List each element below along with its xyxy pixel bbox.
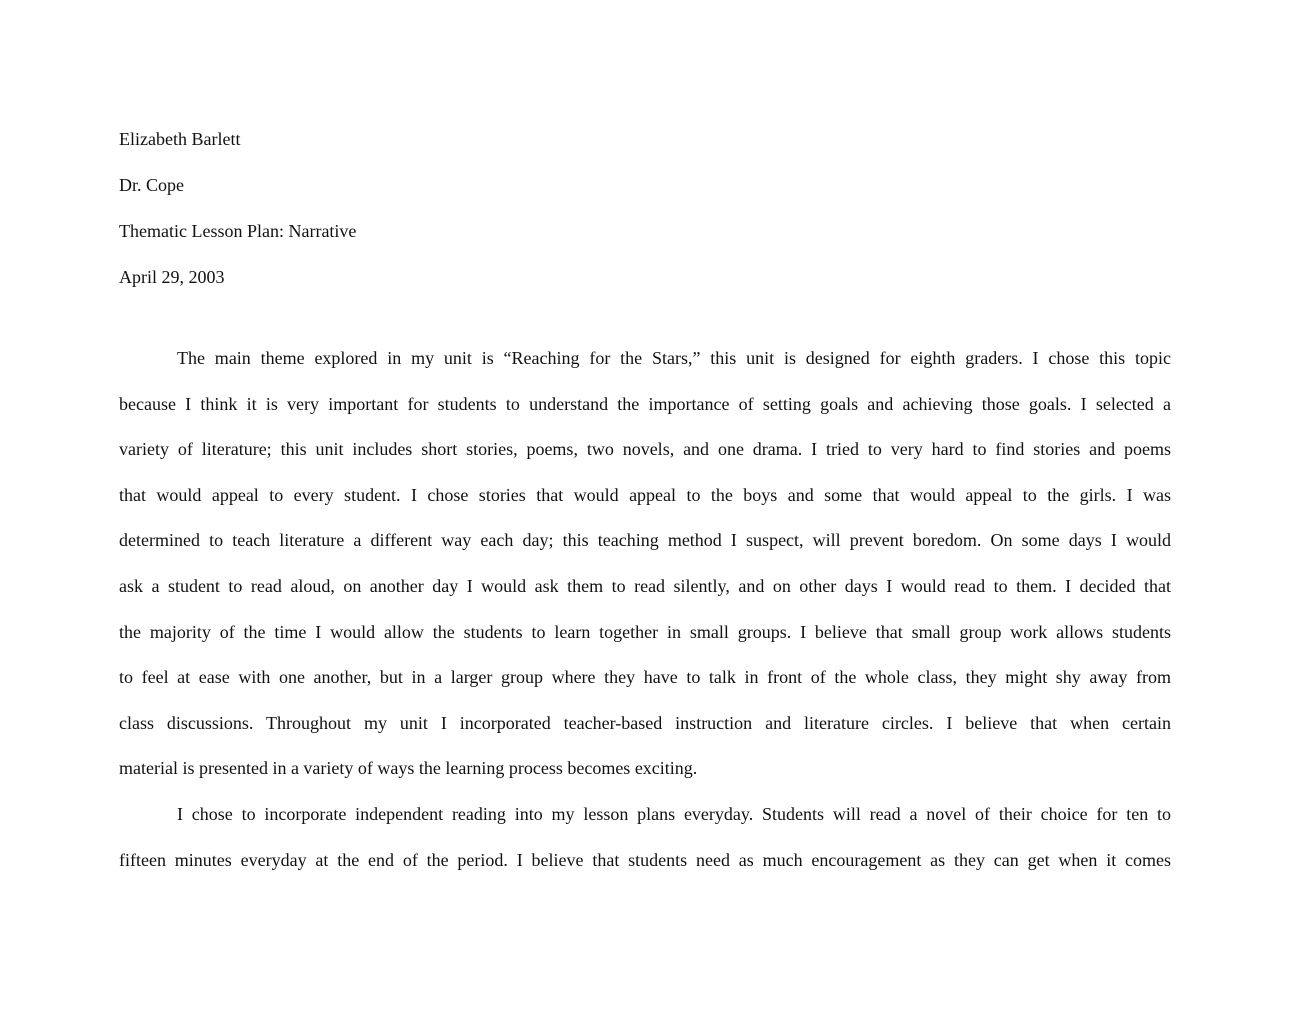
- document-heading: [119, 116, 919, 300]
- instructor-name: Dr. Cope: [119, 175, 184, 195]
- paragraph-line: fifteen minutes everyday at the end of the period. I believe that students need as much encouragement as they can get when it comes: [119, 849, 1171, 870]
- document-date: April 29, 2003: [119, 267, 225, 287]
- paragraph-line: that would appeal to every student. I chose stories that would appeal to the boys and some that would appeal to the girls. I was: [119, 484, 1171, 505]
- paragraph-line: variety of literature; this unit includes short stories, poems, two novels, and one drama. I tried to very hard to find stories and poems: [119, 439, 1171, 460]
- paragraph-line: ask a student to read aloud, on another day I would ask them to read silently, and on other days I would read to them. I decided that: [119, 575, 1171, 596]
- paragraph-1: [119, 336, 1171, 792]
- paragraph-2: [119, 792, 1171, 883]
- paragraph-line: to feel at ease with one another, but in a larger group where they have to talk in front of the whole class, they might shy away from: [119, 667, 1171, 688]
- paragraph-line: I chose to incorporate independent reading into my lesson plans everyday. Students will read a novel of their choice for ten to: [177, 803, 1171, 824]
- paragraph-line: because I think it is very important for students to understand the importance of setting goals and achieving those goals. I selected a: [119, 393, 1171, 414]
- document-title: Thematic Lesson Plan: Narrative: [119, 221, 357, 241]
- paragraph-line: material is presented in a variety of ways the learning process becomes exciting.: [119, 758, 698, 779]
- document-body: [119, 336, 1171, 883]
- paragraph-line: the majority of the time I would allow the students to learn together in small groups. I believe that small group work allows students: [119, 621, 1171, 642]
- paragraph-line: determined to teach literature a different way each day; this teaching method I suspect, will prevent boredom. On some days I would: [119, 530, 1171, 551]
- author-name: Elizabeth Barlett: [119, 129, 241, 149]
- paragraph-line: The main theme explored in my unit is “Reaching for the Stars,” this unit is designed for eighth graders. I chose this topic: [177, 348, 1171, 368]
- paragraph-line: class discussions. Throughout my unit I incorporated teacher-based instruction and literature circles. I believe that when certain: [119, 712, 1171, 733]
